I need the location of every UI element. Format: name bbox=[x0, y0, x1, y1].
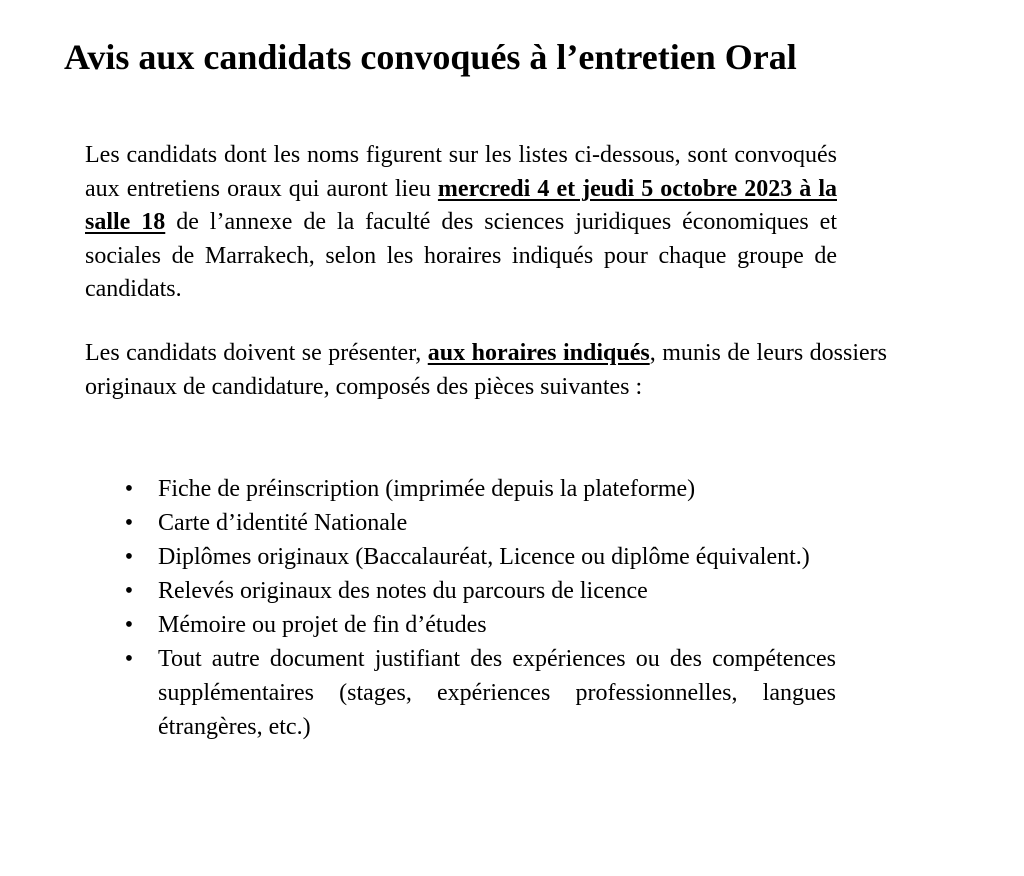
list-item bbox=[0, 472, 836, 506]
list-item-text: Relevés originaux des notes du parcours de licence bbox=[158, 578, 648, 604]
convocation-text-end: de l’annexe de la faculté des sciences juridiques économiques et sociales de Marrakech, selon les horaires indiqués pour chaque groupe de candidats. bbox=[85, 209, 838, 303]
schedule-emphasis: aux horaires indiqués bbox=[427, 340, 650, 366]
list-item bbox=[0, 574, 836, 608]
convocation-paragraph bbox=[85, 139, 837, 307]
instructions-paragraph bbox=[85, 337, 887, 404]
instructions-text-start: Les candidats doivent se présenter, bbox=[85, 340, 428, 366]
bullet-icon: • bbox=[124, 510, 134, 536]
list-item-text: Fiche de préinscription (imprimée depuis la plateforme) bbox=[158, 476, 696, 502]
page-title: Avis aux candidats convoqués à l’entretien Oral bbox=[64, 37, 797, 77]
list-item-text: Mémoire ou projet de fin d’études bbox=[158, 612, 487, 638]
instructions-text-end: , munis de leurs dossiers originaux de candidature, composés des pièces suivantes : bbox=[85, 340, 888, 400]
bullet-icon: • bbox=[124, 578, 134, 604]
list-item-text: Tout autre document justifiant des expériences ou des compétences supplémentaires (stages, expériences professionnelles, langues étrangères, etc.) bbox=[158, 646, 836, 740]
bullet-icon: • bbox=[124, 612, 134, 638]
convocation-text-start: Les candidats dont les noms figurent sur les listes ci-dessous, sont convoqués aux entretiens oraux qui auront lieu bbox=[85, 142, 837, 202]
list-item bbox=[0, 642, 836, 744]
bullet-icon: • bbox=[124, 476, 134, 502]
list-item-text: Carte d’identité Nationale bbox=[158, 510, 408, 536]
list-item-text: Diplômes originaux (Baccalauréat, Licence ou diplôme équivalent.) bbox=[158, 544, 810, 570]
list-item bbox=[0, 608, 836, 642]
bullet-icon: • bbox=[124, 646, 134, 672]
required-documents-list bbox=[0, 472, 836, 744]
list-item bbox=[0, 540, 836, 574]
interview-dates: mercredi 4 et jeudi 5 octobre 2023 à la salle 18 bbox=[85, 175, 837, 236]
list-item bbox=[0, 506, 836, 540]
bullet-icon: • bbox=[124, 544, 134, 570]
